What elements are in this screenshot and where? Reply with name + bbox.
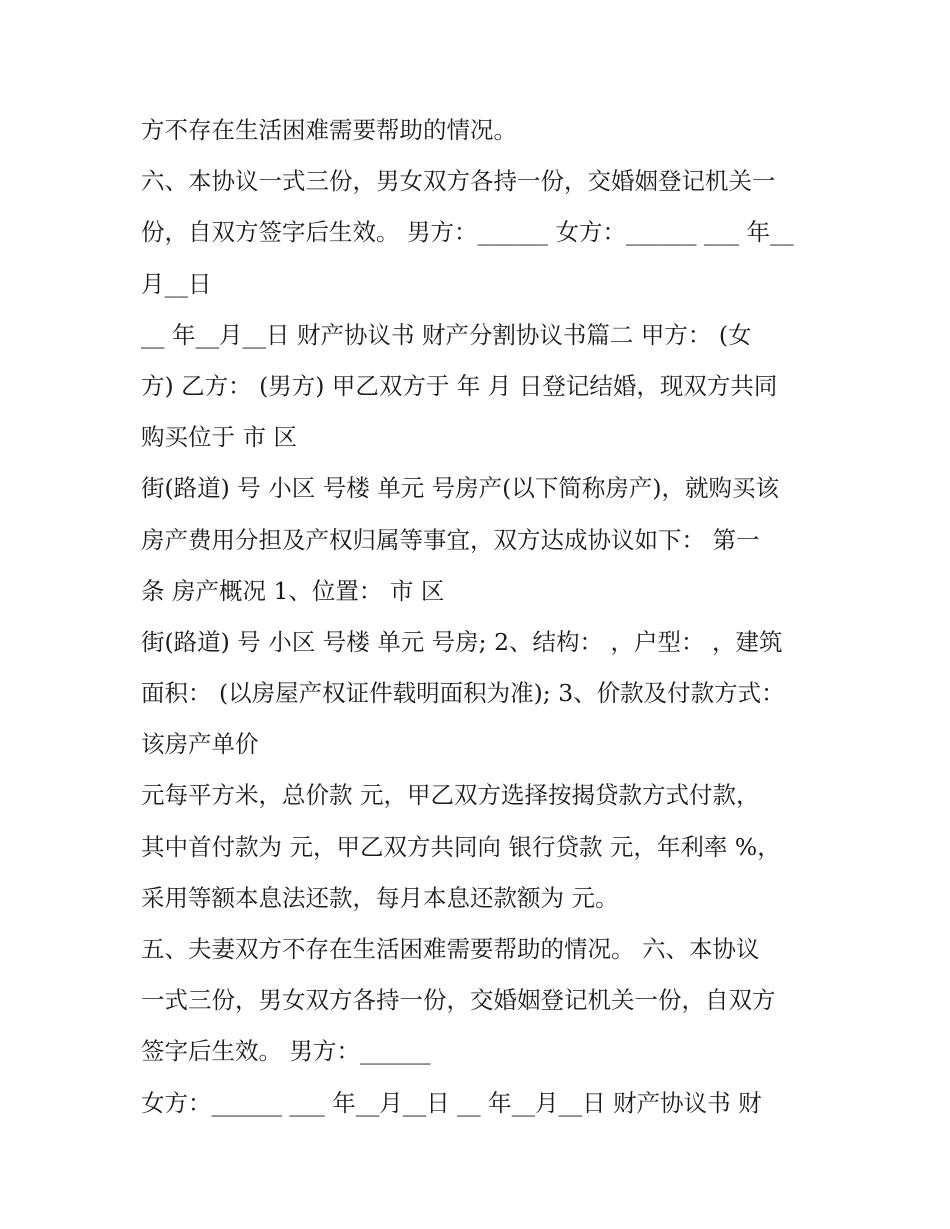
- text-line: 其中首付款为 元，甲乙双方共同向 银行贷款 元，年利率 %，: [141, 832, 781, 861]
- text-line: 方不存在生活困难需要帮助的情况。: [141, 116, 517, 144]
- text-line: 该房产单价: [141, 730, 259, 759]
- text-line: 方) 乙方： (男方) 甲乙双方于 年 月 日登记结婚，现双方共同: [141, 371, 778, 400]
- text-line: 采用等额本息法还款，每月本息还款额为 元。: [141, 883, 619, 912]
- text-line: 份，自双方签字后生效。 男方：______ 女方：______ ___ 年__: [141, 218, 794, 247]
- text-line: 面积： (以房屋产权证件载明面积为准); 3、价款及付款方式：: [141, 679, 785, 708]
- text-line: 购买位于 市 区: [141, 423, 297, 452]
- text-line: __ 年__月__日 财产协议书 财产分割协议书篇二 甲方： (女: [141, 320, 752, 349]
- text-line: 月__日: [141, 269, 212, 298]
- text-line: 元每平方米，总价款 元，甲乙双方选择按揭贷款方式付款，: [141, 781, 760, 810]
- text-line: 房产费用分担及产权归属等事宜，双方达成协议如下： 第一: [141, 525, 760, 554]
- text-line: 女方：______ ___ 年__月__日 __ 年__月__日 财产协议书 财: [141, 1088, 762, 1117]
- text-line: 一式三份，男女双方各持一份，交婚姻登记机关一份，自双方: [141, 986, 776, 1015]
- text-line: 街(路道) 号 小区 号楼 单元 号房产(以下简称房产)，就购买该: [141, 474, 780, 503]
- text-line: 条 房产概况 1、位置： 市 区: [141, 576, 445, 605]
- text-line: 五、夫妻双方不存在生活困难需要帮助的情况。 六、本协议: [141, 935, 760, 963]
- text-line: 签字后生效。 男方：______: [141, 1037, 431, 1066]
- text-line: 街(路道) 号 小区 号楼 单元 号房; 2、结构： ，户型： ，建筑: [141, 627, 783, 656]
- document-body: [141, 105, 821, 1129]
- text-line: 六、本协议一式三份，男女双方各持一份，交婚姻登记机关一: [141, 167, 776, 196]
